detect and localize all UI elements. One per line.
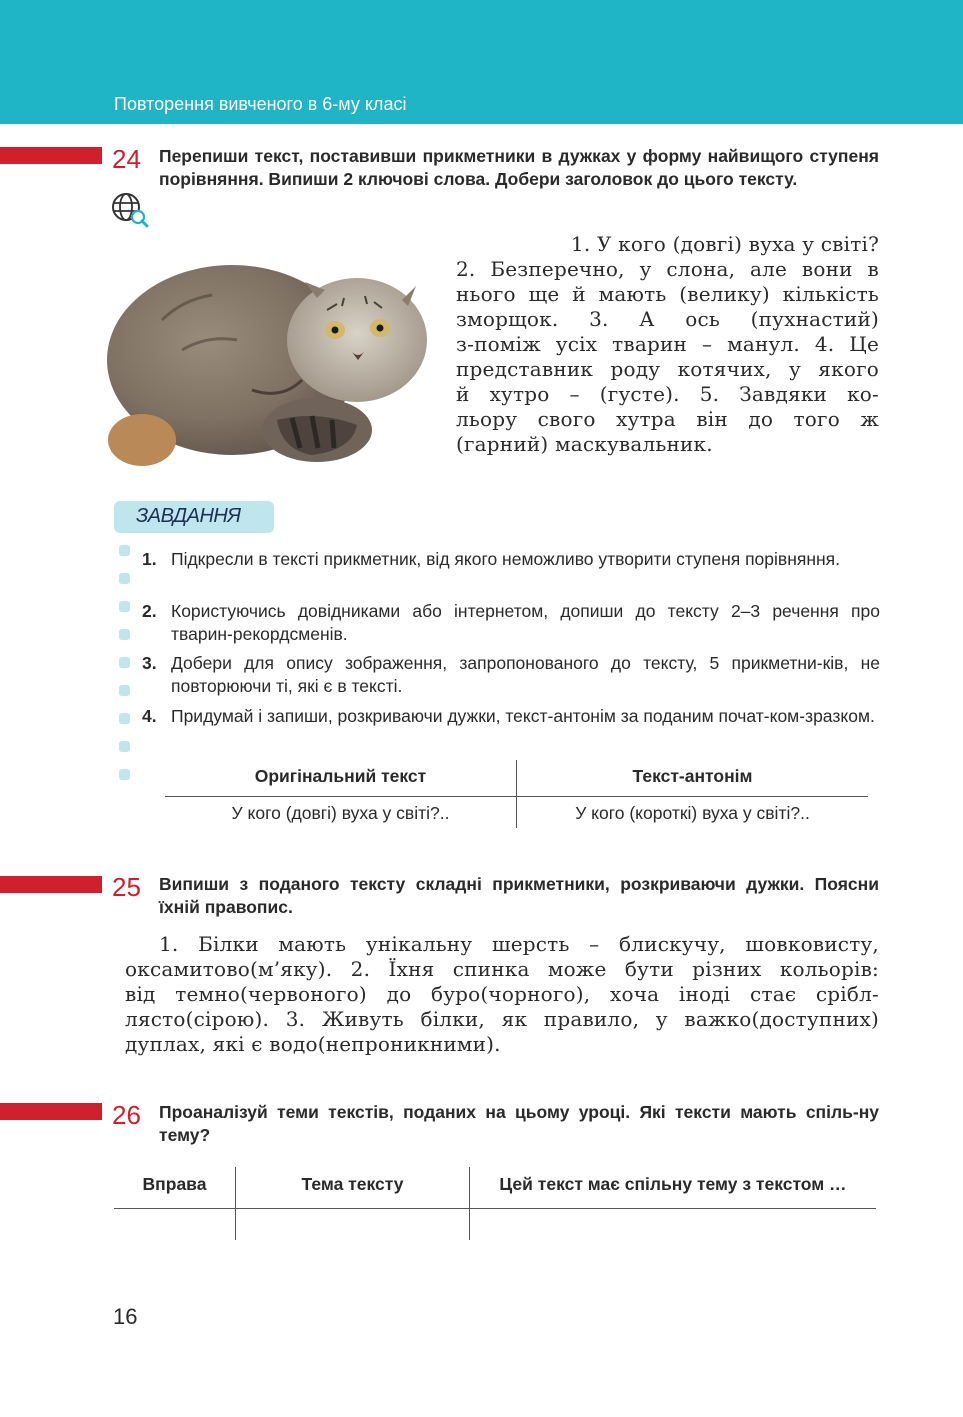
task-text: Підкресли в тексті прикметник, від якого неможливо утворити ступеня порівняння. xyxy=(171,549,841,569)
text-line: з-поміж усіх тварин – манул. 4. Це xyxy=(456,332,879,356)
exercise-25-number: 25 xyxy=(112,872,141,902)
text-line: лясто(сірою). 3. Живуть білки, як правило, у важко(доступних) xyxy=(125,1007,879,1031)
task-text: Придумай і запиши, розкриваючи дужки, текст-антонім за поданим почат-ком-зразком. xyxy=(171,706,875,726)
task-item xyxy=(142,548,880,571)
text-line: дуплах, які є водо(непроникними). xyxy=(125,1032,501,1056)
task-item xyxy=(142,705,880,728)
task-text: Добери для опису зображення, запропонованого до тексту, 5 прикметни-ків, не повторюючи ті, які є в тексті. xyxy=(171,653,880,696)
text-line: й хутро – (густе). 5. Завдяки ко- xyxy=(456,382,879,406)
task-number: 2. xyxy=(142,601,157,621)
text-line: льору свого хутра він до того ж xyxy=(456,407,879,431)
decorative-dot xyxy=(119,545,130,556)
text-line: нього ще й мають (велику) кількість xyxy=(456,282,879,306)
decorative-dot xyxy=(119,713,130,724)
table-header-cell: Оригінальний текст xyxy=(254,766,427,786)
exercise-25-instruction: Випиши з поданого тексту складні прикметники, розкриваючи дужки. Поясни їхній правопис. xyxy=(159,874,879,917)
text-line: представник роду котячих, у якого xyxy=(456,357,879,381)
table-header-cell: Текст-антонім xyxy=(632,766,753,786)
text-line: 1. Білки мають унікальну шерсть – блискучу, шовковисту, xyxy=(159,932,879,956)
exercise-25-marker xyxy=(0,876,102,893)
page-header xyxy=(0,0,963,124)
decorative-dot xyxy=(119,741,130,752)
table-cell: У кого (довгі) вуха у світі?.. xyxy=(231,803,450,823)
decorative-dot xyxy=(119,629,130,640)
text-line: зморщок. 3. А ось (пухнастий) xyxy=(456,307,879,331)
table-divider xyxy=(114,1208,876,1209)
section-title: Повторення вивченого в 6-му класі xyxy=(114,94,407,114)
exercise-24-number: 24 xyxy=(112,144,141,174)
text-line: 2. Безперечно, у слона, але вони в xyxy=(456,257,879,281)
text-line: оксамитово(м’яку). 2. Їхня спинка може бути різних кольорів: xyxy=(125,957,879,981)
text-line: від темно(червоного) до буро(чорного), хоча іноді стає срібл- xyxy=(125,982,879,1006)
text-line: 1. У кого (довгі) вуха у світі? xyxy=(570,232,879,256)
manul-cat-illustration xyxy=(102,240,437,472)
exercise-26-marker xyxy=(0,1103,102,1120)
decorative-dot xyxy=(119,657,130,668)
decorative-dot xyxy=(119,685,130,696)
globe-search-icon xyxy=(109,190,149,228)
decorative-dot xyxy=(119,769,130,780)
exercise-26-number: 26 xyxy=(112,1100,141,1130)
table-header-cell: Вправа xyxy=(142,1174,207,1194)
task-number: 1. xyxy=(142,549,157,569)
task-number: 3. xyxy=(142,653,157,673)
decorative-dot xyxy=(119,601,130,612)
task-number: 4. xyxy=(142,706,157,726)
table-header-cell: Тема тексту xyxy=(301,1174,404,1194)
decorative-dot xyxy=(119,573,130,584)
page-number: 16 xyxy=(113,1304,138,1329)
exercise-24-marker xyxy=(0,147,102,164)
task-text: Користуючись довідниками або інтернетом, допиши до тексту 2–3 речення про тварин-рекордсменів. xyxy=(171,601,880,644)
tasks-label-text: ЗАВДАННЯ xyxy=(136,505,241,527)
tasks-label xyxy=(114,501,274,533)
table-header-cell: Цей текст має спільну тему з текстом … xyxy=(499,1174,847,1194)
exercise-24-instruction: Перепиши текст, поставивши прикметники в дужках у форму найвищого ступеня порівняння. Випиши 2 ключові слова. Добери заголовок до цього тексту. xyxy=(159,146,879,189)
task-item xyxy=(142,652,880,698)
exercise-26-instruction: Проаналізуй теми текстів, поданих на цьому уроці. Які тексти мають спіль-ну тему? xyxy=(159,1102,879,1145)
text-line: (гарний) маскувальник. xyxy=(456,432,713,456)
table-cell: У кого (короткі) вуха у світі?.. xyxy=(575,803,810,823)
task-item xyxy=(142,600,880,646)
